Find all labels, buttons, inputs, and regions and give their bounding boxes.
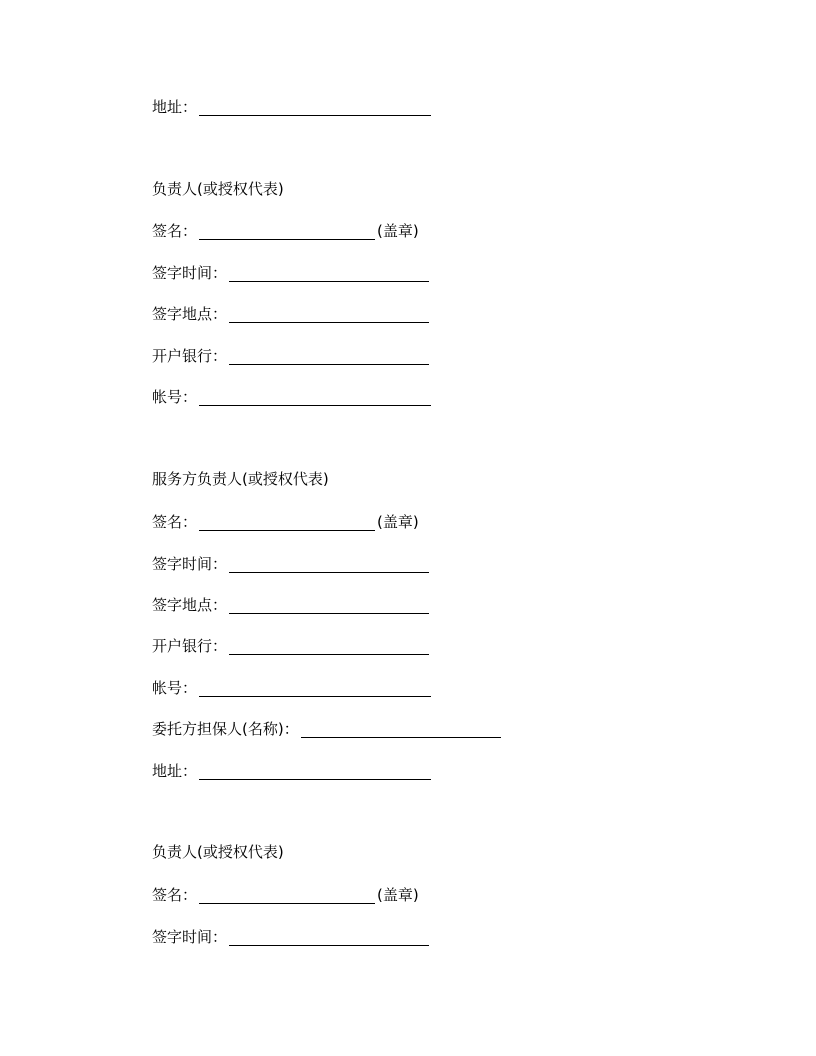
bank-blank-line[interactable]	[229, 639, 429, 655]
signature-blank-line[interactable]	[199, 224, 375, 240]
seal-label: (盖章)	[377, 222, 419, 240]
sign-time-label: 签字时间：	[152, 928, 228, 946]
signature-blank-line[interactable]	[199, 515, 375, 531]
bank-row	[152, 345, 429, 365]
bank-label: 开户银行：	[152, 347, 228, 365]
address-label: 地址：	[152, 98, 198, 116]
address-blank-line[interactable]	[199, 100, 431, 116]
address-row	[152, 96, 431, 116]
sign-time-blank-line[interactable]	[229, 266, 429, 282]
address-blank-line[interactable]	[199, 764, 431, 780]
bank-row	[152, 635, 429, 655]
signature-label: 签名：	[152, 513, 198, 531]
account-blank-line[interactable]	[199, 390, 431, 406]
sign-time-row	[152, 553, 429, 573]
account-blank-line[interactable]	[199, 681, 431, 697]
guarantor-row	[152, 718, 501, 738]
sign-time-label: 签字时间：	[152, 555, 228, 573]
sign-place-blank-line[interactable]	[229, 598, 429, 614]
section-title-service-party: 服务方负责人(或授权代表)	[152, 470, 329, 488]
sign-place-row	[152, 594, 429, 614]
signature-row	[152, 220, 419, 240]
sign-time-row	[152, 262, 429, 282]
section-title-responsible-person: 负责人(或授权代表)	[152, 180, 284, 198]
sign-place-row	[152, 303, 429, 323]
sign-place-label: 签字地点：	[152, 305, 228, 323]
guarantor-blank-line[interactable]	[301, 722, 501, 738]
sign-time-label: 签字时间：	[152, 264, 228, 282]
signature-label: 签名：	[152, 886, 198, 904]
section-title-responsible-person: 负责人(或授权代表)	[152, 843, 284, 861]
signature-row	[152, 884, 419, 904]
account-label: 帐号：	[152, 679, 198, 697]
sign-place-label: 签字地点：	[152, 596, 228, 614]
signature-blank-line[interactable]	[199, 888, 375, 904]
bank-blank-line[interactable]	[229, 349, 429, 365]
account-row	[152, 677, 431, 697]
sign-time-blank-line[interactable]	[229, 930, 429, 946]
bank-label: 开户银行：	[152, 637, 228, 655]
address-label: 地址：	[152, 762, 198, 780]
signature-label: 签名：	[152, 222, 198, 240]
seal-label: (盖章)	[377, 886, 419, 904]
sign-time-blank-line[interactable]	[229, 557, 429, 573]
account-label: 帐号：	[152, 388, 198, 406]
seal-label: (盖章)	[377, 513, 419, 531]
sign-place-blank-line[interactable]	[229, 307, 429, 323]
signature-row	[152, 511, 419, 531]
guarantor-label: 委托方担保人(名称)：	[152, 720, 299, 738]
address-row	[152, 760, 431, 780]
sign-time-row	[152, 926, 429, 946]
account-row	[152, 386, 431, 406]
